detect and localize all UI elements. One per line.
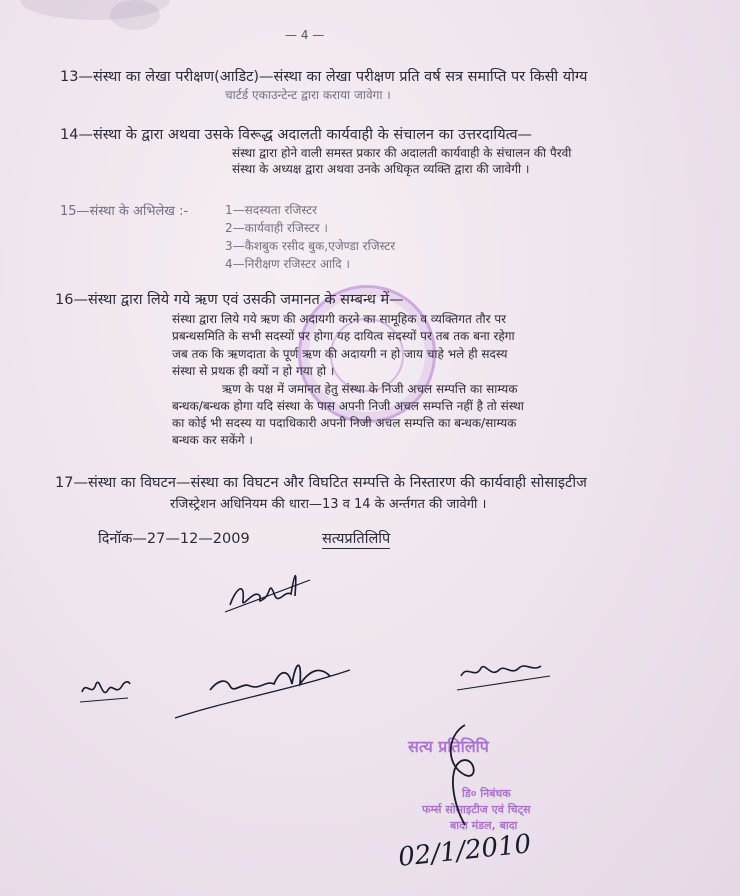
clause-16-line: का कोई भी सदस्य या पदाधिकारी अपनी निजी अचल सम्पत्ति का बन्धक/साम्यक [172,416,517,430]
clause-17-heading: 17—संस्था का विघटन—संस्था का विघटन और विघटित सम्पत्ति के निस्तारण की कार्यवाही सोसाइटीज [55,475,587,491]
clause-17-line2: रजिस्ट्रेशन अधिनियम की धारा—13 व 14 के अर्न्तगत की जावेगी । [170,497,487,512]
clause-15-heading: 15—संस्था के अभिलेख :- [60,204,189,219]
clause-16-line: संस्था से प्रथक ही क्यों न हो गया हो । [172,364,335,378]
handwritten-date: 02/1/2010 [396,829,533,873]
date-line: दिनॉक—27—12—2009 [98,531,250,547]
official-signature [435,715,495,835]
scan-smudge [110,0,160,30]
records-list-item: 1—सदस्यता रजिस्टर [225,203,318,217]
signature-4 [455,650,555,700]
stamp-line: डि० निबंधक [462,787,511,800]
clause-13-heading: 13—संस्था का लेखा परीक्षण(आडिट)—संस्था का लेखा परीक्षण प्रति वर्ष सत्र समाप्ति पर किसी योग्य [60,69,588,85]
signature-2 [78,670,138,710]
clause-16-heading: 16—संस्था द्वारा लिये गये ऋण एवं उसकी जमानत के सम्बन्ध में— [55,292,404,308]
clause-16-line: प्रबन्धसमिति के सभी सदस्यों पर होगा यह दायित्व सदस्यों पर तब तक बना रहेगा [172,329,515,343]
signature-1 [225,560,315,620]
clause-14-heading: 14—संस्था के द्वारा अथवा उसके विरूद्ध अदालती कार्यवाही के संचालन का उत्तरदायित्व— [60,127,533,143]
clause-16-line: जब तक कि ऋणदाता के पूर्ण ऋण की अदायगी न हो जाय चाहे भले ही सदस्य [172,347,508,361]
clause-16-line: बन्धक कर सकेंगे । [172,433,253,447]
records-list-item: 3—कैशबुक रसीद बुक,एजेण्डा रजिस्टर [225,239,396,253]
stamp-title: सत्य प्रतिलिपि [408,737,489,756]
true-copy-label: सत्यप्रतिलिपि [322,528,390,549]
clause-16-line: ऋण के पक्ष में जमानत हेतु संस्था के निजी अचल सम्पत्ति का साम्यक [222,382,518,396]
page-number: — 4 — [285,28,325,42]
clause-14-line2: संस्था द्वारा होने वाली समस्त प्रकार की अदालती कार्यवाही के संचालन की पैरवी [232,146,572,160]
signature-3 [170,640,360,730]
clause-16-line: संस्था द्वारा लिये गये ऋण की अदायगी करने का सामूहिक व व्यक्तिगत तौर पर [172,312,507,326]
stamp-line: फर्म्स सोसाइटीज एवं चिट्स [422,803,531,816]
clause-16-line: बन्धक/बन्धक होगा यदि संस्था के पास अपनी निजी अचल सम्पत्ति नहीं है तो संस्था [172,399,524,413]
records-list-item: 2—कार्यवाही रजिस्टर । [225,221,328,235]
records-list-item: 4—निरीक्षण रजिस्टर आदि । [225,257,350,271]
stamp-line: बादा मंडल, बादा [450,819,518,832]
clause-14-line3: संस्था के अध्यक्ष द्वारा अथवा उनके अधिकृत व्यक्ति द्वारा की जावेगी । [232,162,530,176]
clause-13-line2: चार्टर्ड एकाउन्टेन्ट द्वारा कराया जावेगा । [225,88,391,102]
